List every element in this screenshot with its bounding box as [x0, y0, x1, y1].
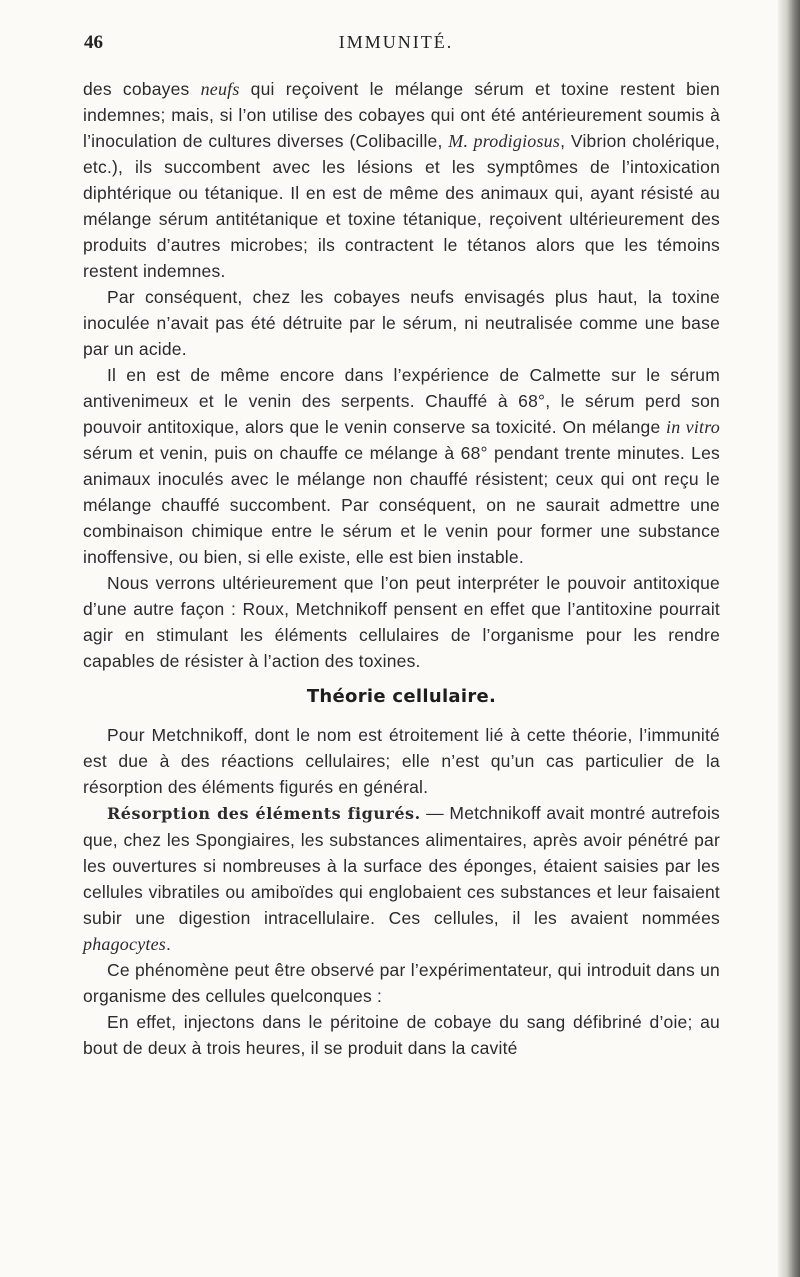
paragraph-8: En effet, injectons dans le péritoine de cobaye du sang défibriné d’oie; au bout de deux à trois heures, il se produit dans la cavité [83, 1012, 720, 1058]
paragraph-6-text-b: . [165, 934, 172, 954]
page-edge-shadow [778, 0, 800, 1277]
paragraph-1-italic-a: neufs [200, 79, 240, 99]
page-header [76, 28, 716, 58]
section-title: Théorie cellulaire. [306, 686, 497, 707]
running-title: IMMUNITÉ. [338, 32, 454, 52]
paragraph-3 [83, 362, 720, 570]
page-body [83, 76, 720, 1061]
paragraph-1-text-b: qui reçoivent le mélange sérum et toxine restent bien indemnes; mais, si l’on utilise des cobayes qui ont été antérieurement soumis à l’inoculation de cultures diverses (Colibacille, [83, 79, 720, 151]
paragraph-6-lead: Résorption des éléments figurés. [107, 804, 421, 823]
paragraph-4: Nous verrons ultérieurement que l’on peut interpréter le pouvoir antitoxique d’une autre façon : Roux, Metchnikoff pensent en effet que l’antitoxine pourrait agir en stimulant les éléments cellulaires de l’organisme pour les rendre capables de résister à l’action des toxines. [83, 573, 720, 671]
paragraph-6-text-a: — Metchnikoff avait montré autrefois que, chez les Spongiaires, les substances alimentaires, après avoir pénétré par les ouvertures si nombreuses à la surface des éponges, étaient saisies par les cellules vibratiles ou amiboïdes qui englobaient ces substances et leur faisaient subir une digestion intracellulaire. Ces cellules, il les avaient nommées [83, 803, 720, 928]
paragraph-3-italic: in vitro [666, 417, 720, 437]
paragraph-1-italic-b: M. prodigiosus [448, 131, 561, 151]
paragraph-2: Par conséquent, chez les cobayes neufs envisagés plus haut, la toxine inoculée n’avait pas été détruite par le sérum, ni neutralisée comme une base par un acide. [83, 287, 720, 359]
paragraph-3-text-b: sérum et venin, puis on chauffe ce mélange à 68° pendant trente minutes. Les animaux inoculés avec le mélange non chauffé résistent; ceux qui ont reçu le mélange chauffé succombent. Par conséquent, on ne saurait admettre une combinaison chimique entre le sérum et le venin pour former une substance inoffensive, ou bien, si elle existe, elle est bien instable. [83, 443, 720, 567]
paragraph-6 [83, 800, 720, 957]
paragraph-6-italic: phagocytes [83, 934, 166, 954]
paragraph-7: Ce phénomène peut être observé par l’expérimentateur, qui introduit dans un organisme des cellules quelconques : [83, 960, 720, 1006]
paragraph-5: Pour Metchnikoff, dont le nom est étroitement lié à cette théorie, l’immunité est due à des réactions cellulaires; elle n’est qu’un cas particulier de la résorption des éléments figurés en général. [83, 725, 720, 797]
paragraph-1-text-c: , Vibrion cholérique, etc.), ils succombent avec les lésions et les symptômes de l’intoxication diphtérique ou tétanique. Il en est de même des animaux qui, ayant résisté au mélange sérum antitétanique et toxine tétanique, reçoivent ultérieurement des produits d’autres microbes; ils contractent le tétanos alors que les témoins restent indemnes. [83, 131, 720, 281]
paragraph-3-text-a: Il en est de même encore dans l’expérience de Calmette sur le sérum antivenimeux et le venin des serpents. Chauffé à 68°, le sérum perd son pouvoir antitoxique, alors que le venin conserve sa toxicité. On mélange [83, 365, 720, 437]
paragraph-1-text-a: des cobayes [83, 79, 201, 99]
paragraph-1 [83, 76, 720, 284]
page-number: 46 [84, 32, 103, 53]
